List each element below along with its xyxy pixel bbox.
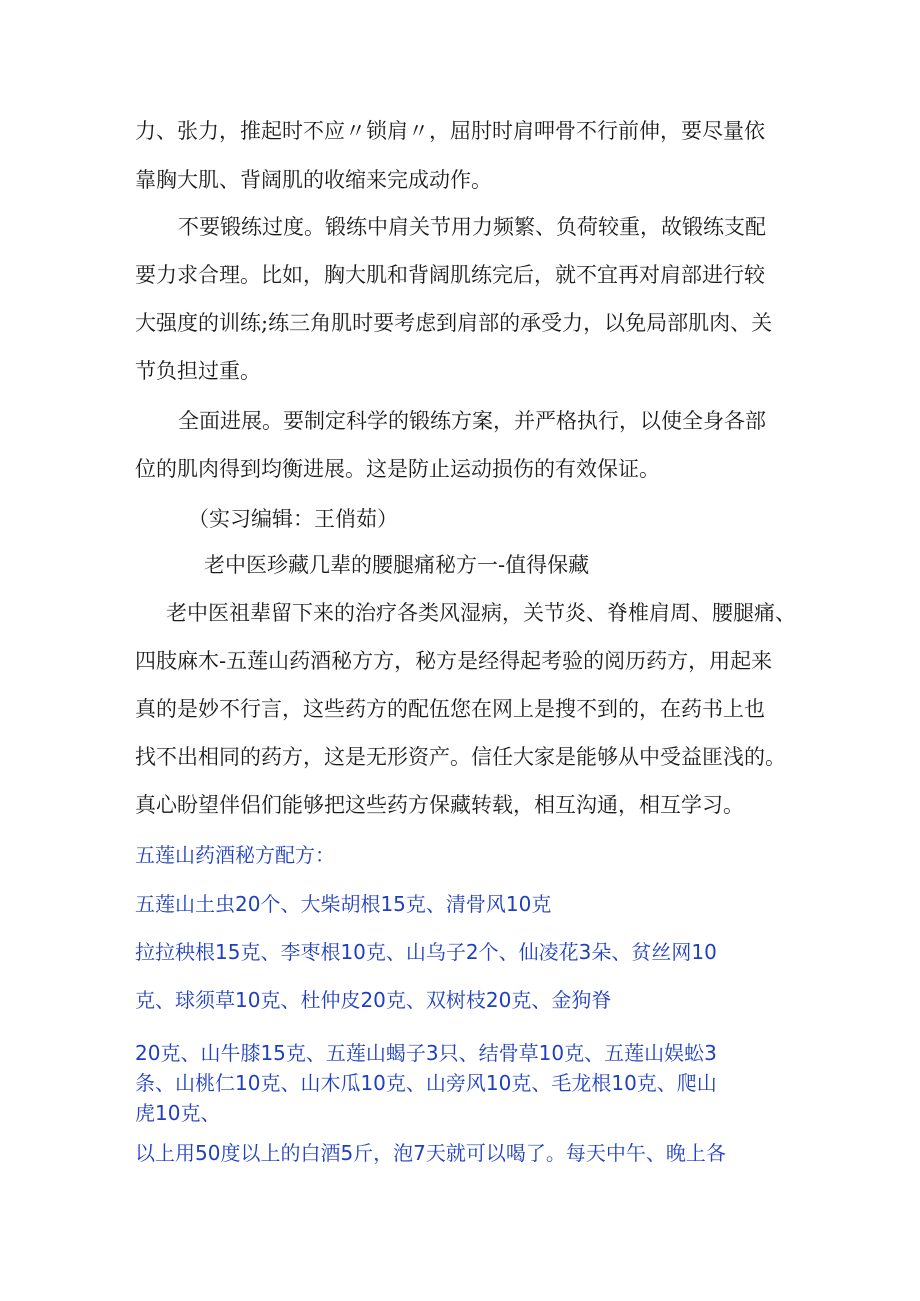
paragraph-2-line-4: 节负担过重。 [135,359,261,383]
intro-line-4: 找不出相同的药方，这是无形资产。信任大家是能够从中受益匪浅的。 [135,745,786,769]
recipe-line-5: 条、山桃仁10克、山木瓜10克、山旁风10克、毛龙根10克、爬山 [135,1071,717,1095]
intro-line-5: 真心盼望伴侣们能够把这些药方保藏转载，相互沟通，相互学习。 [135,793,744,817]
recipe-line-3: 克、球须草10克、杜仲皮20克、双树枝20克、金狗脊 [135,988,612,1012]
recipe-line-2: 拉拉秧根15克、李枣根10克、山乌子2个、仙凌花3朵、贫丝网10 [135,940,717,964]
paragraph-3-line-1: 全面进展。要制定科学的锻练方案，并严格执行，以使全身各部 [178,409,766,433]
intro-line-3: 真的是妙不行言，这些药方的配伍您在网上是搜不到的，在药书上也 [135,697,765,721]
recipe-line-6: 虎10克、 [135,1101,221,1125]
paragraph-2-line-2: 要力求合理。比如，胸大肌和背阔肌练完后，就不宜再对肩部进行较 [135,263,765,287]
editor-credit: （实习编辑：王俏茹） [188,507,398,531]
recipe-line-1: 五莲山土虫20个、大柴胡根15克、清骨风10克 [135,892,552,916]
intro-line-2: 四肢麻木-五莲山药酒秘方方，秘方是经得起考验的阅历药方，用起来 [135,649,773,673]
paragraph-2-line-1: 不要锻练过度。锻练中肩关节用力频繁、负荷较重，故锻练支配 [178,215,766,239]
intro-line-1: 老中医祖辈留下来的治疗各类风湿病，关节炎、脊椎肩周、腰腿痛、 [166,601,796,625]
recipe-heading: 五莲山药酒秘方配方： [135,843,335,867]
paragraph-1-line-2: 靠胸大肌、背阔肌的收缩来完成动作。 [135,168,492,192]
paragraph-2-line-3: 大强度的训练;练三角肌时要考虑到肩部的承受力，以免局部肌肉、关 [135,311,773,335]
paragraph-3-line-2: 位的肌肉得到均衡进展。这是防止运动损伤的有效保证。 [135,457,660,481]
recipe-line-7: 以上用50度以上的白酒5斤，泡7天就可以喝了。每天中午、晚上各 [135,1141,726,1165]
recipe-line-4: 20克、山牛膝15克、五莲山蝎子3只、结骨草10克、五莲山娱蚣3 [135,1041,717,1065]
paragraph-1-line-1: 力、张力，推起时不应〃锁肩〃，屈肘时肩呷骨不行前伸，要尽量依 [135,119,765,143]
article-title: 老中医珍藏几辈的腰腿痛秘方一-值得保藏 [204,553,590,577]
